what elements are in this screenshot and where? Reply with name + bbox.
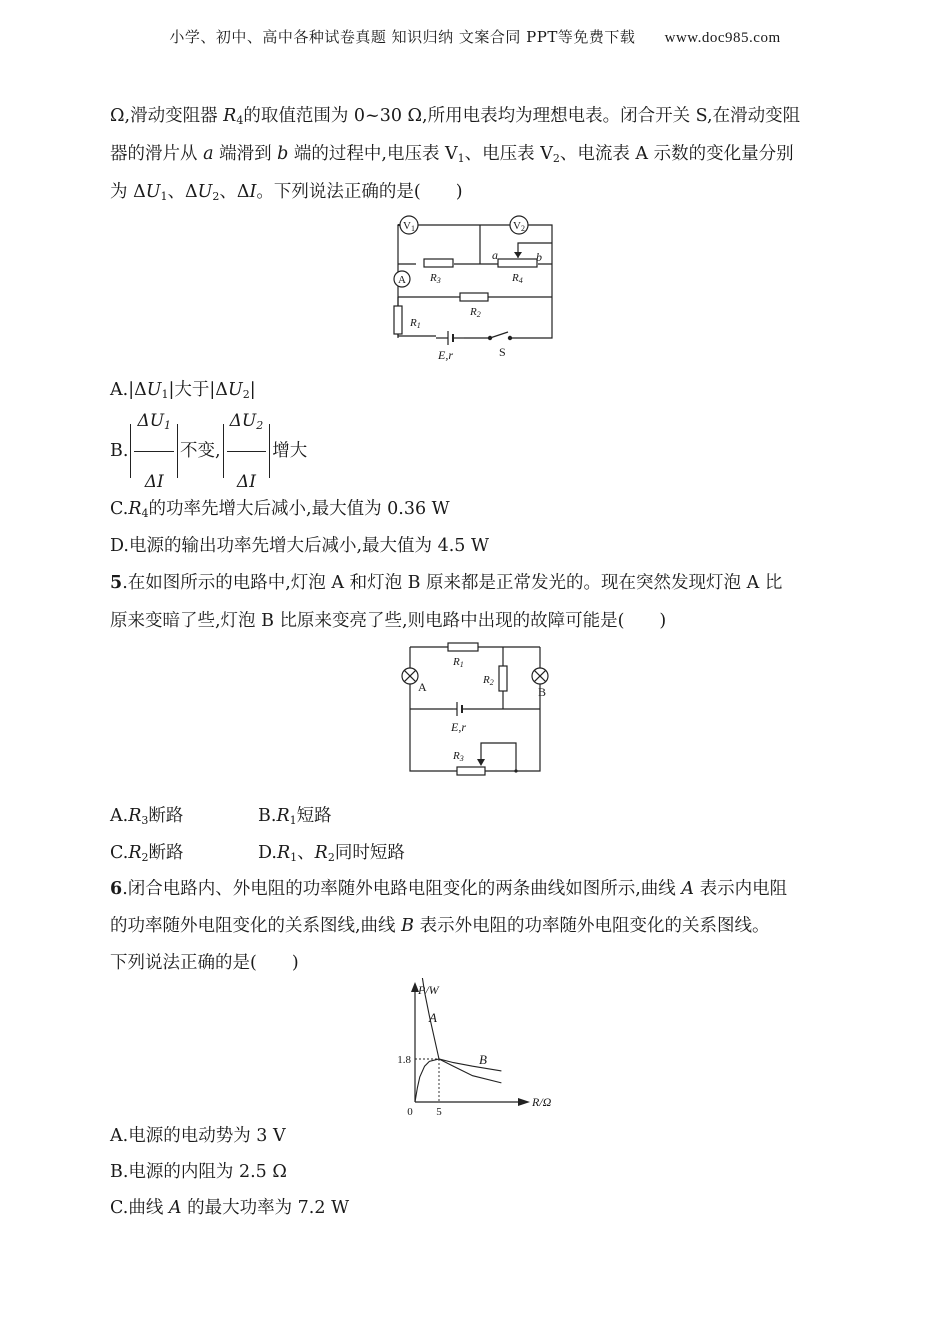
- q5-option-b: $B.R_1$短路: [258, 806, 332, 827]
- header-site-text: 小学、初中、高中各种试卷真题 知识归纳 文案合同 PPT等免费下载: [169, 28, 636, 46]
- svg-text:V2: V2: [513, 220, 525, 233]
- q5-option-a: $A.R_3$断路: [110, 806, 184, 827]
- resistor-r3: [457, 767, 485, 775]
- y-axis-label: P/W: [418, 983, 439, 997]
- svg-text:R3: R3: [430, 272, 441, 285]
- curve-b-line: [415, 1059, 501, 1102]
- q6-text-line-1: 6.闭合电路内、外电阻的功率随外电路电阻变化的两条曲线如图所示,曲线 A 表示内电阻: [110, 879, 788, 899]
- svg-text:R3: R3: [453, 750, 464, 763]
- q6-option-b: B.电源的内阻为 2.5 Ω: [110, 1162, 287, 1182]
- q5-option-c: $C.R_2$断路: [110, 843, 184, 864]
- x-tick-label-0: 0: [407, 1106, 413, 1116]
- q5-circuit-diagram: [395, 636, 555, 776]
- svg-text:b: b: [536, 250, 542, 264]
- y-tick-label-1.8: 1.8: [397, 1054, 411, 1066]
- svg-text:E,r: E,r: [451, 720, 466, 734]
- abs-fraction-du1-di: $\frac{\Delta U_1}{\Delta I}$: [130, 424, 178, 478]
- svg-text:A: A: [418, 680, 427, 694]
- q6-option-c: C.曲线 A 的最大功率为 7.2 W: [110, 1198, 350, 1218]
- q5-option-d: $D.R_1$、$R_2$同时短路: [258, 843, 405, 864]
- svg-text:R1: R1: [410, 317, 421, 330]
- svg-text:R1: R1: [453, 656, 464, 669]
- svg-text:B: B: [538, 685, 547, 699]
- resistor-r4: [498, 259, 537, 267]
- q6-power-chart: [390, 978, 565, 1116]
- q6-option-a: A.电源的电动势为 3 V: [110, 1126, 286, 1146]
- q5-text-line-2: 原来变暗了些,灯泡 B 比原来变亮了些,则电路中出现的故障可能是( ): [110, 611, 667, 631]
- q4-option-b: B. $\frac{\Delta U_1}{\Delta I}$ 不变, $\frac{\Delta U_2}{\Delta I}$ 增大: [110, 423, 307, 479]
- q4-text-line-3: 为 $\Delta U_1$、$\Delta U_2$、ΔI。下列说法正确的是( ): [110, 182, 463, 203]
- x-tick-label-5: 5: [436, 1106, 442, 1116]
- svg-text:R4: R4: [512, 272, 523, 285]
- x-axis-label: R/Ω: [532, 1095, 552, 1109]
- abs-fraction-du2-di: $\frac{\Delta U_2}{\Delta I}$: [223, 424, 271, 478]
- q6-text-line-2: 的功率随外电阻变化的关系图线,曲线 B 表示外电阻的功率随外电阻变化的关系图线。: [110, 916, 770, 936]
- svg-text:R2: R2: [483, 674, 494, 687]
- resistor-r3: [424, 259, 453, 267]
- header-url[interactable]: www.doc985.com: [664, 30, 781, 46]
- q4-option-d: D.电源的输出功率先增大后减小,最大值为 4.5 W: [110, 536, 489, 556]
- x-axis-arrow: [518, 1098, 530, 1106]
- q4-option-c: $C.R_4$的功率先增大后减小,最大值为 0.36 W: [110, 499, 450, 520]
- svg-text:V1: V1: [403, 220, 415, 233]
- svg-text:A: A: [398, 274, 406, 286]
- q4-text-line-1: Ω,滑动变阻器 $R_4$的取值范围为 0~30 Ω,所用电表均为理想电表。闭合开关 S,在滑动变阻: [110, 106, 801, 127]
- resistor-r2: [460, 293, 488, 301]
- resistor-r1: [448, 643, 478, 651]
- q4-text-line-2: 器的滑片从 a 端滑到 b 端的过程中,电压表 $V_1$、电压表 $V_2$、电流表 A 示数的变化量分别: [110, 144, 794, 165]
- q4-option-a: $A.|\Delta U_1|$大于$|\Delta U_2|$: [110, 380, 256, 401]
- svg-text:S: S: [499, 345, 506, 359]
- curve-b-label: B: [479, 1052, 487, 1067]
- q4-circuit-diagram: [380, 206, 580, 368]
- resistor-r2: [499, 666, 507, 691]
- svg-text:a: a: [492, 248, 498, 262]
- page-header: [0, 26, 950, 47]
- svg-text:R2: R2: [470, 306, 481, 319]
- svg-text:E,r: E,r: [438, 348, 453, 362]
- q5-text-line-1: 5.在如图所示的电路中,灯泡 A 和灯泡 B 原来都是正常发光的。现在突然发现灯泡 A 比: [110, 573, 783, 593]
- curve-a-label: A: [429, 1010, 437, 1025]
- resistor-r1: [394, 306, 402, 334]
- q6-text-line-3: 下列说法正确的是( ): [110, 953, 299, 973]
